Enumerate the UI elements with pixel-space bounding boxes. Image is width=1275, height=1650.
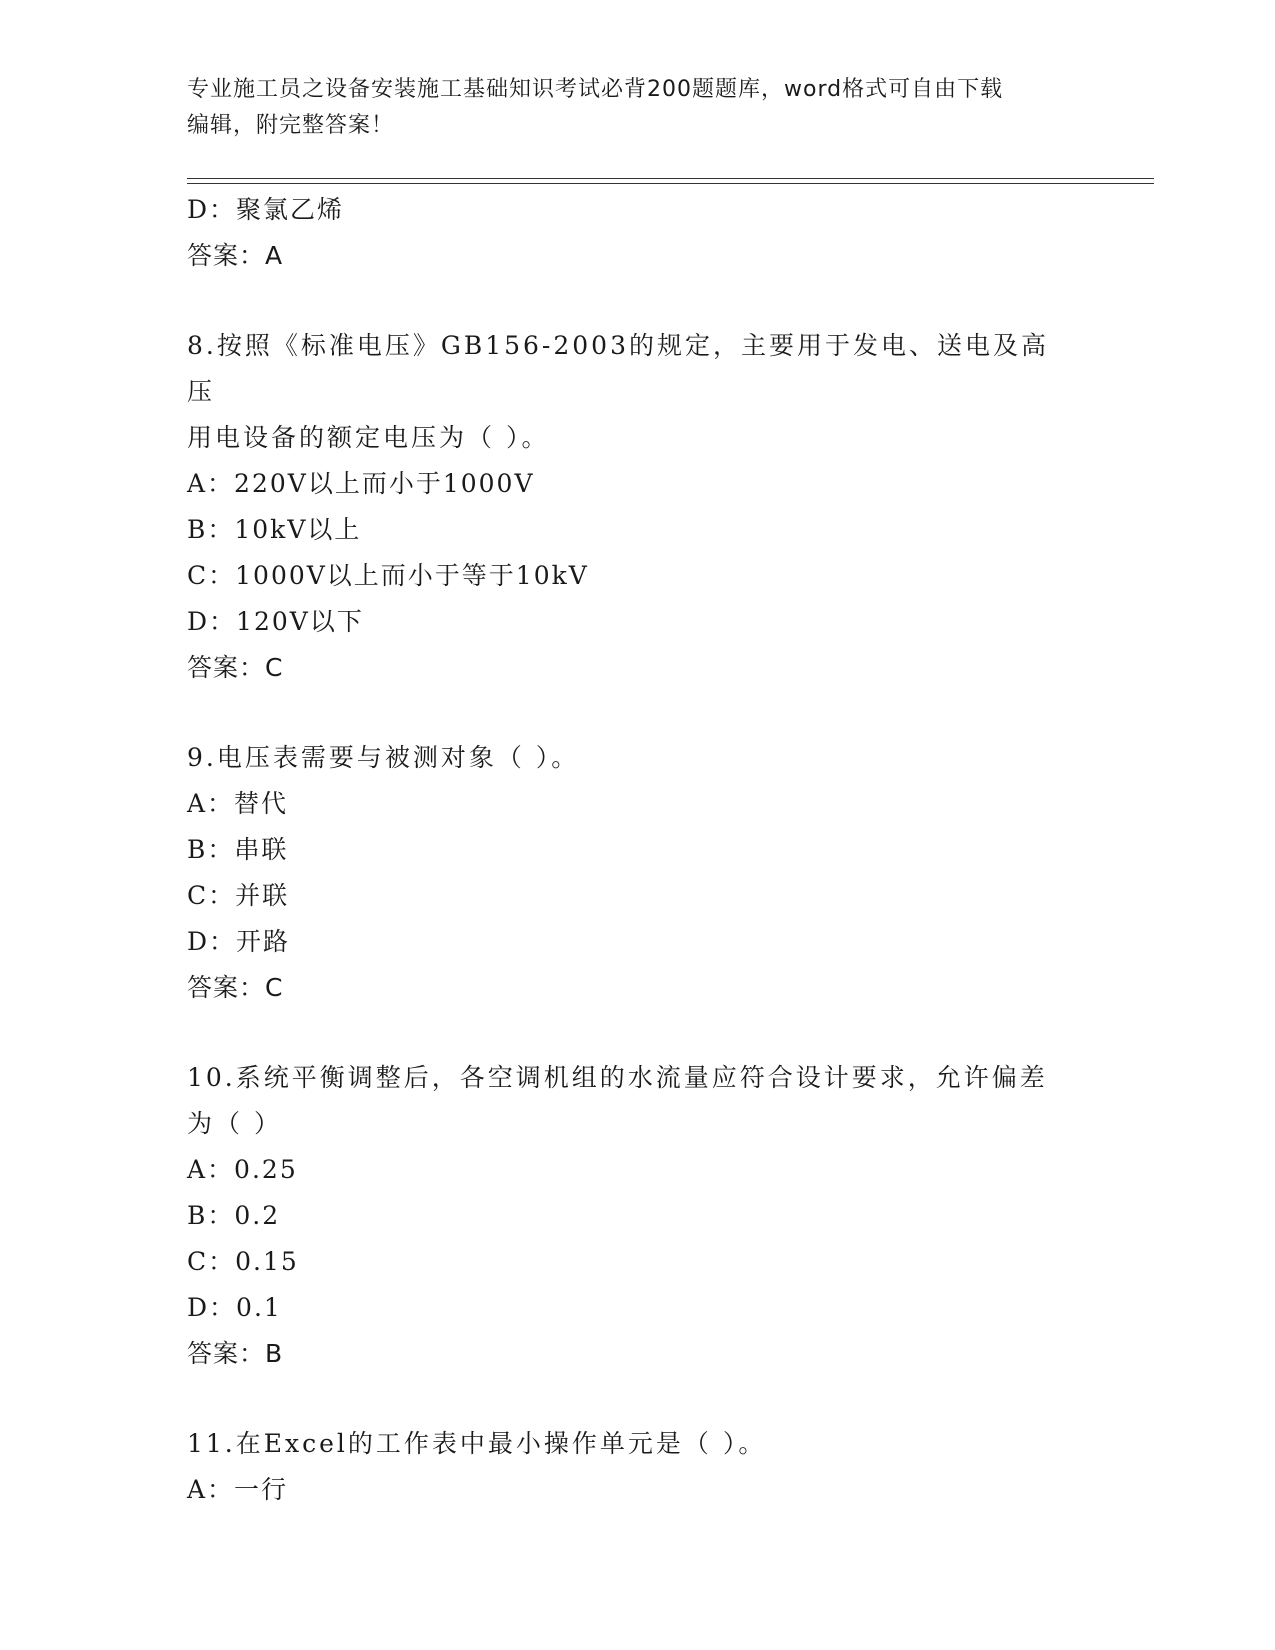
header-divider-top: [187, 178, 1154, 179]
answer: 答案：B: [187, 1339, 284, 1368]
answer: 答案：C: [187, 653, 284, 682]
question-text-line: 11.在Excel的工作表中最小操作单元是（ ）。: [187, 1429, 767, 1458]
option-d: D：0.1: [187, 1293, 282, 1322]
option-b: B：10kV以上: [187, 515, 362, 544]
answer: 答案：A: [187, 241, 284, 270]
option-b: B：串联: [187, 835, 289, 864]
question-10: [187, 1055, 1087, 1377]
question-list: [187, 187, 1087, 1513]
question-text-line: 用电设备的额定电压为（ ）。: [187, 423, 550, 452]
option-a: A：一行: [187, 1475, 289, 1504]
question-text-line: 10.系统平衡调整后，各空调机组的水流量应符合设计要求，允许偏差: [187, 1063, 1048, 1092]
option-a: A：0.25: [187, 1155, 298, 1184]
option-a: A：220V以上而小于1000V: [187, 469, 535, 498]
question-text-line: 9.电压表需要与被测对象（ ）。: [187, 743, 580, 772]
page-header: [187, 72, 1077, 144]
option-d: D：聚氯乙烯: [187, 195, 345, 224]
question-9: [187, 735, 1087, 1011]
option-c: C：并联: [187, 881, 290, 910]
header-divider-bottom: [187, 183, 1154, 184]
option-c: C：0.15: [187, 1247, 299, 1276]
header-line-1: 专业施工员之设备安装施工基础知识考试必背200题题库，word格式可自由下载: [187, 77, 1004, 102]
option-a: A：替代: [187, 789, 289, 818]
answer: 答案：C: [187, 973, 284, 1002]
previous-question-tail: [187, 187, 1087, 279]
question-8: [187, 323, 1087, 691]
question-text-line: 8.按照《标准电压》GB156-2003的规定，主要用于发电、送电及高压: [187, 331, 1049, 406]
option-b: B：0.2: [187, 1201, 281, 1230]
option-d: D：120V以下: [187, 607, 364, 636]
question-text-line: 为（ ）: [187, 1109, 282, 1138]
option-c: C：1000V以上而小于等于10kV: [187, 561, 589, 590]
question-11: [187, 1421, 1087, 1513]
header-line-2: 编辑，附完整答案！: [187, 113, 395, 138]
option-d: D：开路: [187, 927, 291, 956]
